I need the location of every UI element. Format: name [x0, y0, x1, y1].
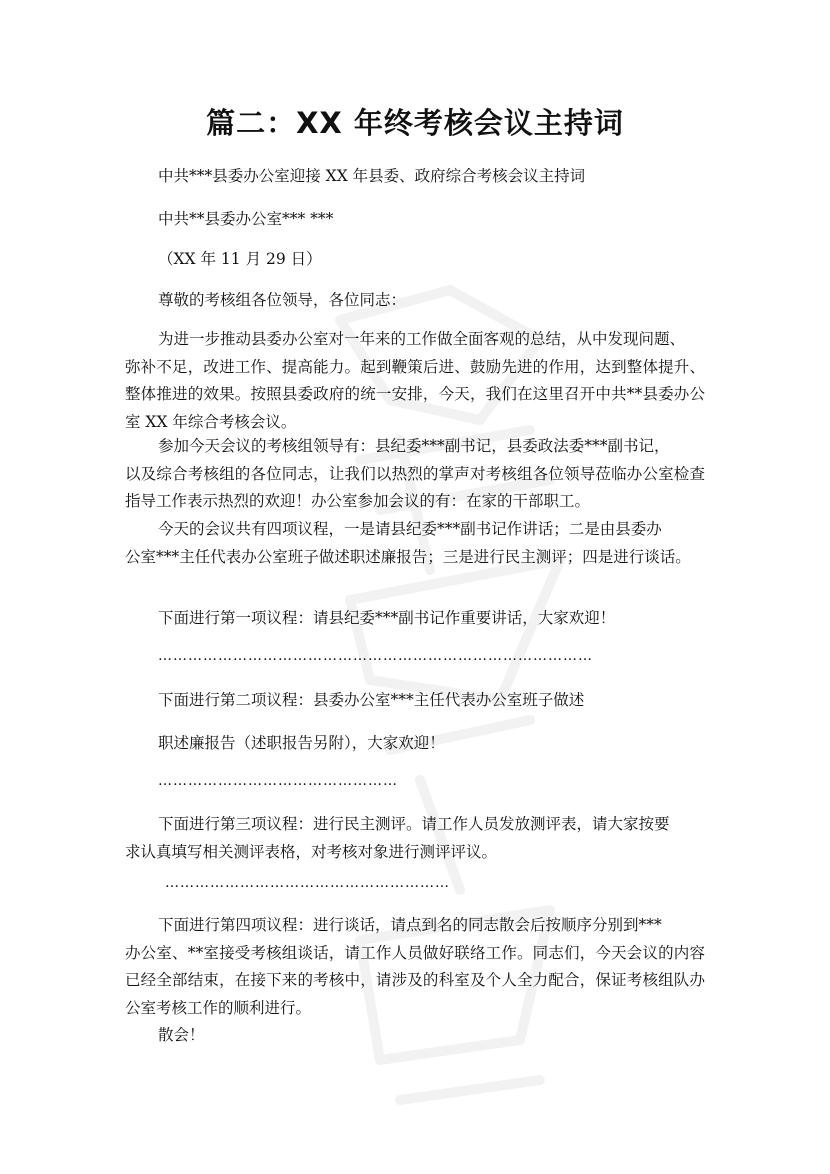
- paragraph-intro-rest: 弥补不足，改进工作、提高能力。起到鞭策后进、鼓励先进的作用，达到整体提升、整体推进的效果。按照县委政府的统一安排，今天，我们在这里召开中共**县委办公室 XX 年综合考核会议。: [125, 357, 705, 431]
- agenda-item-1: 下面进行第一项议程：请县纪委***副书记作重要讲话，大家欢迎！: [158, 609, 616, 627]
- agenda-item-2-line-1: 下面进行第二项议程：县委办公室***主任代表办公室班子做述: [158, 691, 585, 709]
- agenda-item-4-rest: 办公室、**室接受考核组谈话，请工作人员做好联络工作。同志们，今天会议的内容已经全部结束，在接下来的考核中，请涉及的科室及个人全力配合，保证考核组队办公室考核工作的顺利进行。: [125, 943, 705, 1017]
- document-date: （XX 年 11 月 29 日）: [158, 250, 322, 268]
- paragraph-attendees-first-line: 参加今天会议的考核组领导有：县纪委***副书记，县委政法委***副书记，: [158, 437, 670, 455]
- agenda-item-4-first-line: 下面进行第四项议程：进行谈话，请点到名的同志散会后按顺序分别到***: [158, 916, 662, 934]
- document-author: 中共**县委办公室*** ***: [158, 210, 334, 228]
- paragraph-attendees: [125, 433, 705, 516]
- dotted-separator-2: …………………………………………: [158, 773, 398, 789]
- agenda-item-3: [125, 811, 705, 866]
- paragraph-intro: [125, 326, 705, 436]
- paragraph-agenda-overview-first-line: 今天的会议共有四项议程，一是请县纪委***副书记作讲话；二是由县委办: [158, 520, 662, 538]
- agenda-item-3-rest: 求认真填写相关测评表格，对考核对象进行测评评议。: [125, 842, 498, 861]
- paragraph-agenda-overview: [125, 516, 705, 571]
- paragraph-intro-first-line: 为进一步推动县委办公室对一年来的工作做全面客观的总结，从中发现问题、: [158, 330, 686, 348]
- agenda-item-3-first-line: 下面进行第三项议程：进行民主测评。请工作人员发放测评表，请大家按要: [158, 815, 670, 833]
- document-title: 篇二：XX 年终考核会议主持词: [206, 106, 624, 140]
- dotted-separator-3: …………………………………………………: [165, 875, 450, 891]
- agenda-item-4: [125, 912, 705, 1022]
- greeting: 尊敬的考核组各位领导，各位同志：: [158, 291, 407, 309]
- paragraph-agenda-overview-rest: 公室***主任代表办公室班子做述职述廉报告；三是进行民主测评；四是进行谈话。: [125, 547, 691, 566]
- dotted-separator-1: ……………………………………………………………………………: [158, 648, 593, 664]
- closing-line: 散会！: [158, 1026, 205, 1044]
- document-subtitle: 中共***县委办公室迎接 XX 年县委、政府综合考核会议主持词: [158, 167, 586, 185]
- paragraph-attendees-rest: 以及综合考核组的各位同志，让我们以热烈的掌声对考核组各位领导莅临办公室检查指导工作表示热烈的欢迎！办公室参加会议的有：在家的干部职工。: [125, 464, 705, 510]
- agenda-item-2-line-2: 职述廉报告（述职报告另附），大家欢迎！: [158, 734, 445, 752]
